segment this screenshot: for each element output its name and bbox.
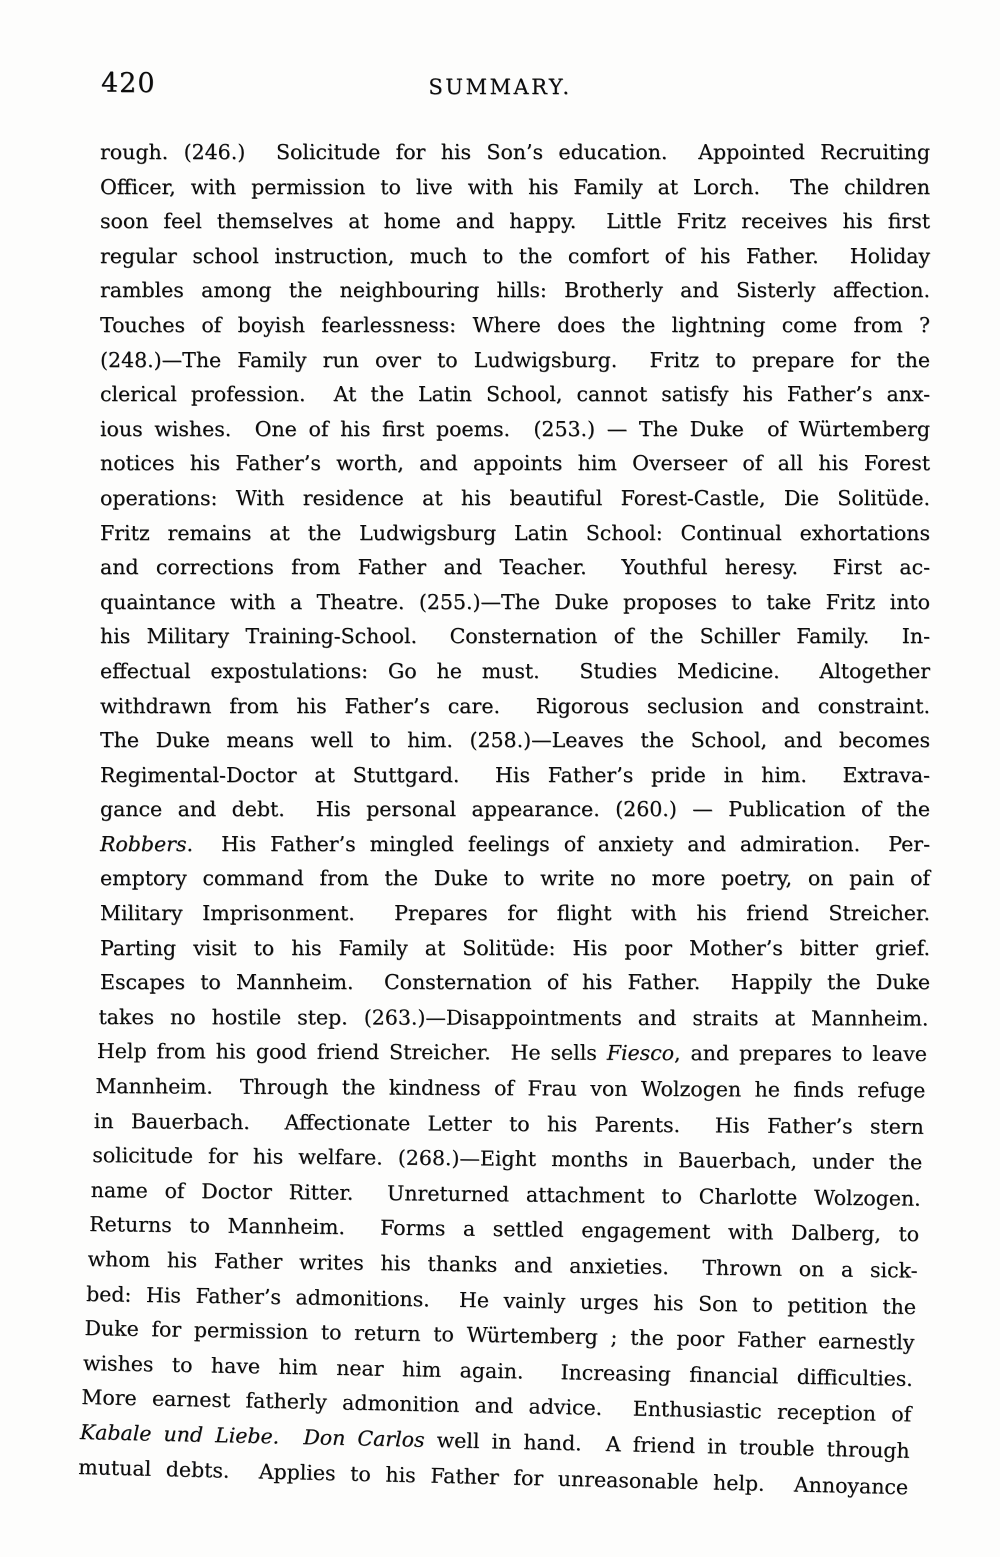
body-text: clerical profession. At the Latin School, cannot satisfy his Father’s anx- — [100, 382, 930, 407]
text-line — [100, 827, 930, 862]
body-text: Mannheim. Through the kindness of Frau von Wolzogen he finds refuge — [95, 1074, 926, 1103]
body-text: rough. (246.) Solicitude for his Son’s education. Appointed Recruiting — [100, 140, 930, 164]
body-text: emptory command from the Duke to write no more poetry, on pain of — [100, 866, 930, 891]
text-line — [100, 481, 930, 516]
text-line — [100, 446, 930, 481]
text-line — [100, 343, 930, 378]
italic-text: Robbers. — [100, 831, 193, 856]
text-line — [100, 654, 930, 689]
text-line — [100, 931, 930, 966]
body-text: Touches of boyish fearlessness: Where does the lightning come from ? — [100, 312, 930, 337]
text-line — [100, 308, 930, 343]
body-text: More earnest fatherly admonition and advice. Enthusiastic reception of — [81, 1385, 912, 1427]
body-text: ious wishes. One of his first poems. (253.) — The Duke of Würtemberg — [100, 416, 930, 441]
text-line — [94, 1104, 924, 1144]
text-line — [100, 723, 930, 758]
body-text: wishes to have him near him again. Increasing financial difficulties. — [82, 1350, 914, 1391]
body-text: His Father’s mingled feelings of anxiety and admiration. Per- — [193, 831, 930, 856]
italic-text: Fiesco — [606, 1041, 675, 1066]
text-line — [100, 585, 930, 620]
body-text: The Duke means well to him. (258.)—Leaves the School, and becomes — [100, 728, 930, 753]
text-line — [100, 758, 930, 793]
body-text: gance and debt. His personal appearance. (260.) — Publication of the — [100, 797, 930, 822]
text-line — [100, 273, 930, 308]
text-line — [100, 965, 930, 1000]
body-text: whom his Father writes his thanks and anxieties. Thrown on a sick- — [87, 1247, 918, 1283]
body-text: operations: With residence at his beautiful Forest-Castle, Die Solitüde. — [100, 485, 930, 510]
text-line — [100, 377, 930, 412]
body-text: well in hand. A friend in trouble through — [424, 1427, 910, 1463]
body-text: soon feel themselves at home and happy. Little Fritz receives his first — [100, 209, 930, 234]
body-text: rambles among the neighbouring hills: Brotherly and Sisterly affection. — [100, 278, 930, 303]
body-text: Regimental-Doctor at Stuttgard. His Father’s pride in him. Extrava- — [100, 762, 930, 787]
body-text: Fritz remains at the Ludwigsburg Latin School: Continual exhortations — [100, 520, 930, 545]
body-text: notices his Father’s worth, and appoints him Overseer of all his Forest — [100, 451, 930, 476]
text-line — [95, 1069, 925, 1108]
body-text: effectual expostulations: Go he must. Studies Medicine. Altogether — [100, 658, 930, 683]
body-text: Escapes to Mannheim. Consternation of his Father. Happily the Duke — [100, 970, 930, 995]
body-text: quaintance with a Theatre. (255.)—The Duke proposes to take Fritz into — [100, 589, 930, 614]
text-line — [100, 412, 930, 447]
body-text: Parting visit to his Family at Solitüde: His poor Mother’s bitter grief. — [100, 935, 930, 960]
text-line — [100, 170, 930, 205]
page-number: 420 — [101, 68, 156, 99]
text-line — [100, 896, 930, 931]
text-line — [97, 1034, 927, 1071]
body-text: mutual debts. Applies to his Father for unreasonable help. Annoyance — [78, 1454, 909, 1499]
body-text: takes no hostile step. (263.)—Disappointments and straits at Mannheim. — [98, 1004, 929, 1031]
text-line — [98, 1000, 928, 1036]
text-line — [100, 689, 930, 724]
summary-paragraph — [78, 135, 930, 1499]
body-text — [279, 1424, 304, 1449]
text-line — [100, 516, 930, 551]
text-line — [100, 239, 930, 274]
body-text: regular school instruction, much to the comfort of his Father. Holiday — [100, 243, 930, 268]
body-text: withdrawn from his Father’s care. Rigorous seclusion and constraint. — [100, 693, 930, 718]
body-text: Duke for permission to return to Würtemberg ; the poor Father earnestly — [84, 1316, 915, 1355]
running-title: SUMMARY. — [428, 75, 572, 99]
body-text: Help from his good friend Streicher. He sells — [96, 1039, 607, 1066]
body-text: and corrections from Father and Teacher. Youthful heresy. First ac- — [100, 555, 930, 580]
body-text: bed: His Father’s admonitions. He vainly urges his Son to petition the — [85, 1281, 917, 1319]
text-line — [100, 619, 930, 654]
body-text: (248.)—The Family run over to Ludwigsburg. Fritz to prepare for the — [100, 347, 930, 372]
body-text: in Bauerbach. Affectionate Letter to his Parents. His Father’s stern — [93, 1108, 924, 1139]
body-text: Military Imprisonment. Prepares for flight with his friend Streicher. — [100, 901, 930, 926]
text-line — [100, 135, 930, 170]
text-line — [100, 550, 930, 585]
body-text: his Military Training-School. Consternation of the Schiller Family. In- — [100, 624, 930, 649]
body-text: , and prepares to leave — [673, 1041, 927, 1067]
text-line — [100, 861, 930, 896]
body-text: solicitude for his welfare. (268.)—Eight months in Bauerbach, under the — [92, 1143, 923, 1175]
body-text: Officer, with permission to live with his Family at Lorch. The children — [100, 174, 930, 199]
text-line — [100, 204, 930, 239]
italic-text: Kabale und Liebe. — [79, 1419, 280, 1449]
body-text: name of Doctor Ritter. Unreturned attachment to Charlotte Wolzogen. — [90, 1177, 921, 1211]
body-text: Returns to Mannheim. Forms a settled engagement with Dalberg, to — [89, 1212, 920, 1247]
text-line — [100, 792, 930, 827]
italic-text: Don Carlos — [303, 1425, 425, 1452]
